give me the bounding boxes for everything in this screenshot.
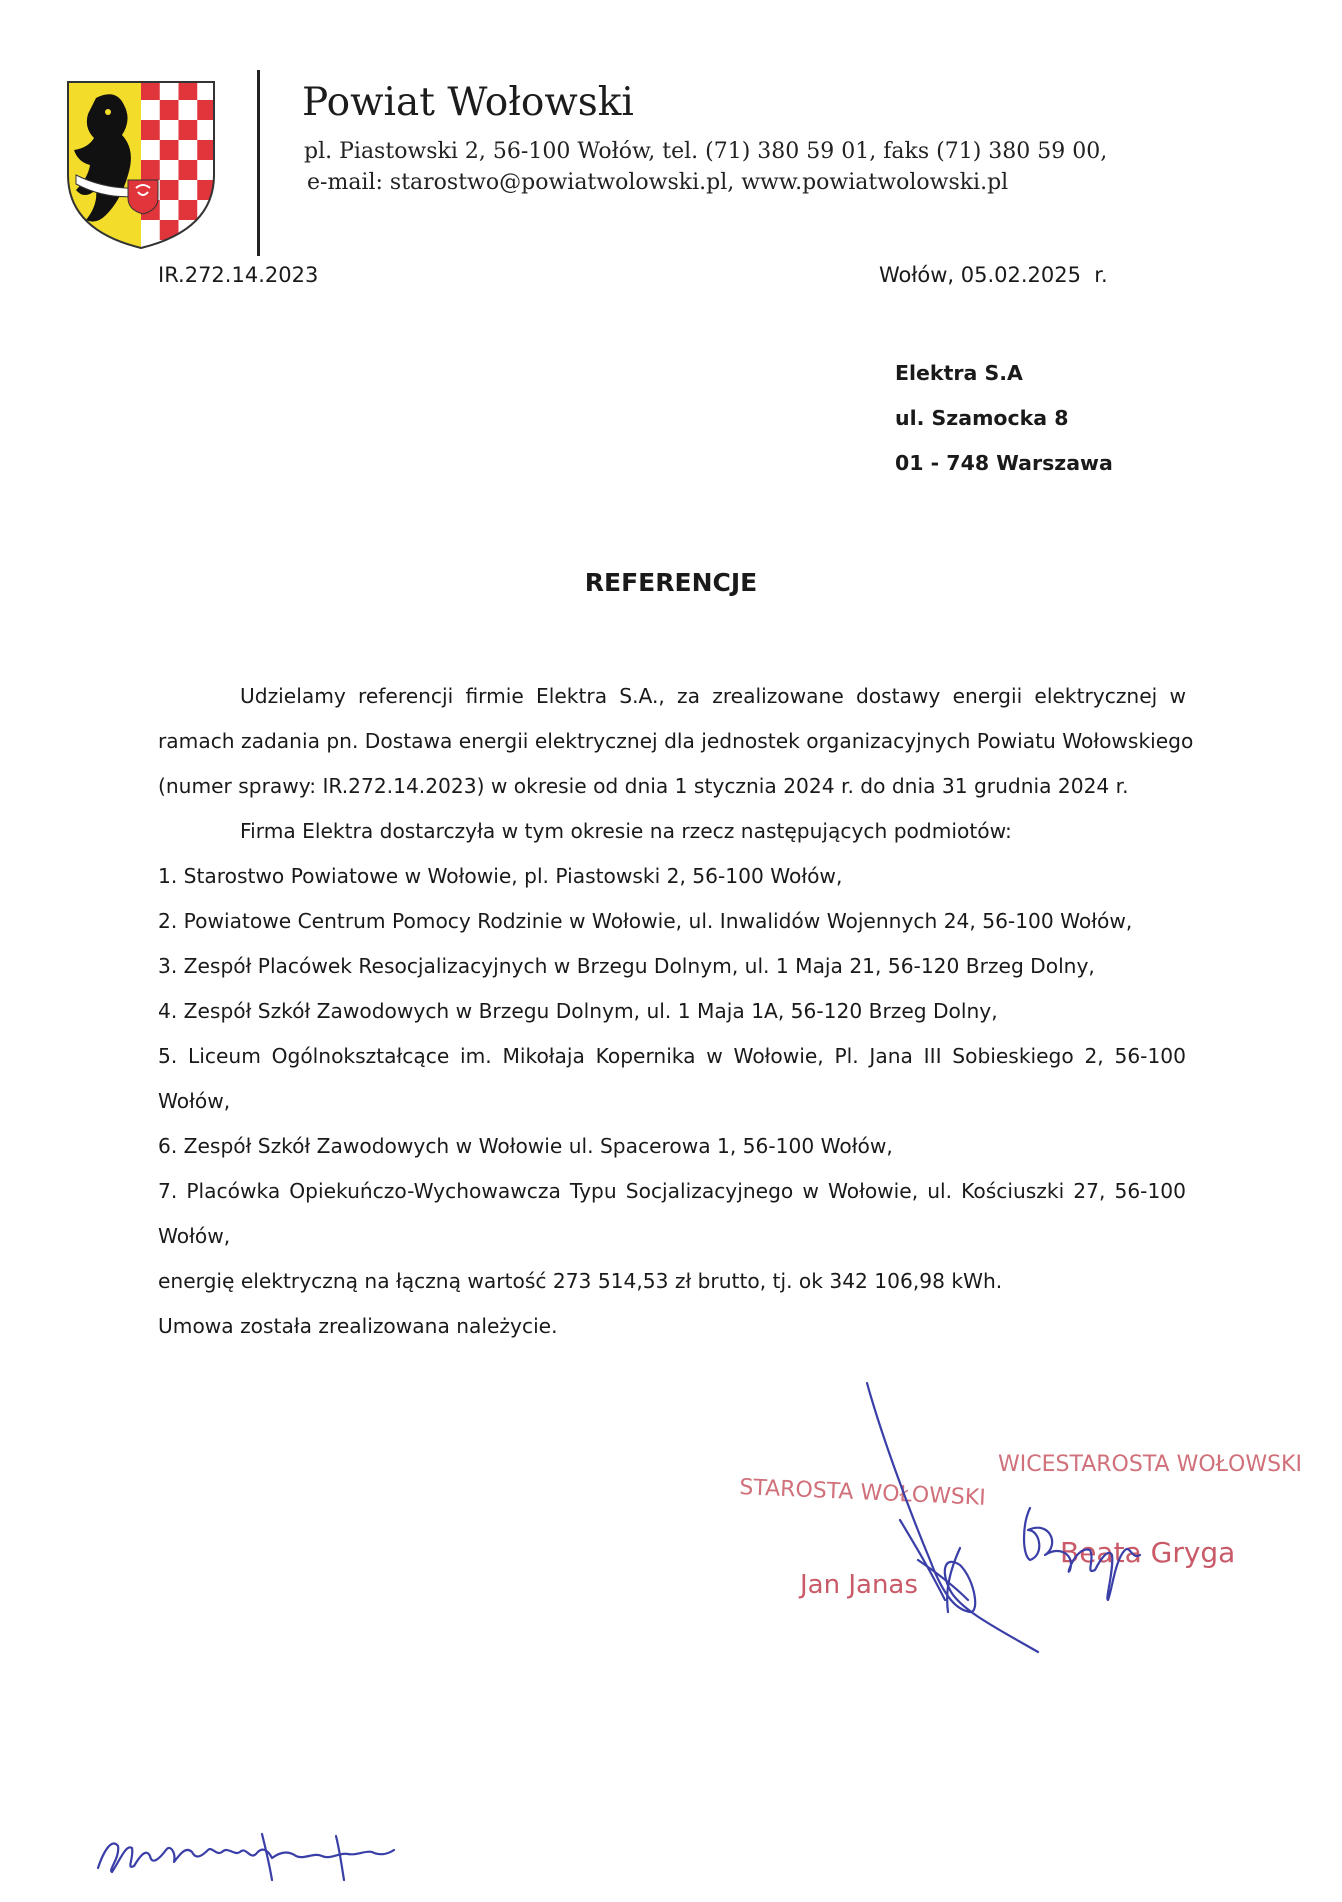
starosta-stamp-name: Jan Janas	[800, 1570, 918, 1600]
starosta-stamp-title: STAROSTA WOŁOWSKI	[738, 1475, 987, 1511]
list-item: 4. Zespół Szkół Zawodowych w Brzegu Dolnym, ul. 1 Maja 1A, 56-120 Brzeg Dolny,	[158, 999, 998, 1023]
body-line: (numer sprawy: IR.272.14.2023) w okresie od dnia 1 stycznia 2024 r. do dnia 31 grudnia 2024 r.	[158, 774, 1129, 798]
closing-line: Umowa została zrealizowana należycie.	[158, 1314, 558, 1338]
wicestarosta-stamp-name: Beata Gryga	[1060, 1536, 1236, 1569]
coat-of-arms-icon	[66, 80, 216, 250]
office-contact: e-mail: starostwo@powiatwolowski.pl, www.powiatwolowski.pl	[307, 170, 1009, 195]
list-item: 6. Zespół Szkół Zawodowych w Wołowie ul. Spacerowa 1, 56-100 Wołów,	[158, 1134, 893, 1158]
office-name: Powiat Wołowski	[302, 80, 634, 125]
document-title: REFERENCJE	[584, 568, 758, 597]
list-item: 2. Powiatowe Centrum Pomocy Rodzinie w Wołowie, ul. Inwalidów Wojennych 24, 56-100 Wołów,	[158, 909, 1133, 933]
list-item-continuation: Wołów,	[158, 1224, 231, 1248]
recipient-name: Elektra S.A	[895, 361, 1023, 385]
letterhead-divider	[257, 70, 260, 256]
list-item: 3. Zespół Placówek Resocjalizacyjnych w Brzegu Dolnym, ul. 1 Maja 21, 56-120 Brzeg Dolny,	[158, 954, 1095, 978]
date-line: Wołów, 05.02.2025 r.	[879, 263, 1108, 287]
list-item: 7. Placówka Opiekuńczo-Wychowawcza Typu Socjalizacyjnego w Wołowie, ul. Kościuszki 27, 56-100	[158, 1179, 1186, 1203]
body-intro: Firma Elektra dostarczyła w tym okresie na rzecz następujących podmiotów:	[240, 819, 1012, 843]
recipient-city: 01 - 748 Warszawa	[895, 451, 1113, 475]
body-line: Udzielamy referencji firmie Elektra S.A., za zrealizowane dostawy energii elektrycznej w	[240, 684, 1186, 708]
recipient-street: ul. Szamocka 8	[895, 406, 1069, 430]
starosta-signature	[867, 1383, 1038, 1652]
summary-line: energię elektryczną na łączną wartość 273 514,53 zł brutto, tj. ok 342 106,98 kWh.	[158, 1269, 1003, 1293]
office-address: pl. Piastowski 2, 56-100 Wołów, tel. (71) 380 59 01, faks (71) 380 59 00,	[304, 139, 1108, 164]
case-number: IR.272.14.2023	[158, 263, 319, 287]
list-item-continuation: Wołów,	[158, 1089, 231, 1113]
body-line: ramach zadania pn. Dostawa energii elektrycznej dla jednostek organizacyjnych Powiatu Wołowskiego	[158, 729, 1194, 753]
wicestarosta-stamp-title: WICESTAROSTA WOŁOWSKI	[998, 1452, 1302, 1477]
list-item: 5. Liceum Ogólnokształcące im. Mikołaja Kopernika w Wołowie, Pl. Jana III Sobieskiego 2, 56-100	[158, 1044, 1186, 1068]
footer-signature	[98, 1843, 394, 1872]
list-item: 1. Starostwo Powiatowe w Wołowie, pl. Piastowski 2, 56-100 Wołów,	[158, 864, 843, 888]
